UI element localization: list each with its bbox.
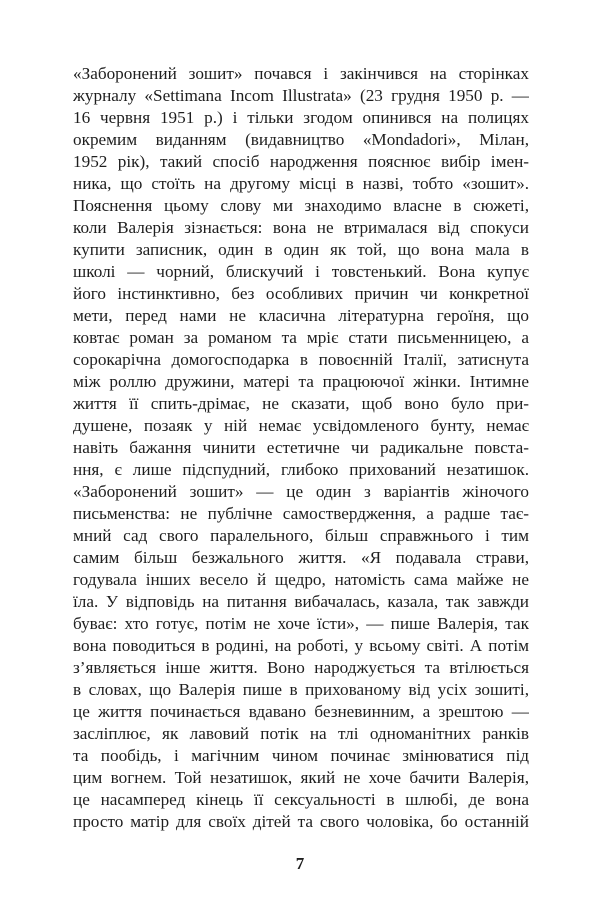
text-line: самим більш безжального життя. «Я подавала страви,	[73, 548, 529, 567]
text-line: письменства: не публічне самоствердження, а радше тає-	[73, 504, 529, 523]
text-line: буває: хто готує, потім не хоче їсти», — пише Валерія, так	[73, 614, 529, 633]
text-line: мети, перед нами не класична літературна героїня, що	[73, 306, 529, 325]
text-line: школі — чорний, блискучий і товстенький. Вона купує	[73, 262, 529, 281]
text-line: просто матір для своїх дітей та свого чоловіка, бо останній	[73, 812, 529, 831]
text-line: це життя починається вдавано безневинним, а зрештою —	[73, 702, 529, 721]
text-line: сорокарічна домогосподарка в повоєнній Італії, затиснута	[73, 350, 529, 369]
text-line: окремим виданням (видавництво «Mondadori», Мілан,	[73, 130, 529, 149]
text-line: мний сад свого паралельного, більш справжнього і тим	[73, 526, 529, 545]
text-line: душене, позаяк у ній немає усвідомленого бунту, немає	[73, 416, 529, 435]
text-line: з’являється інше життя. Воно народжується та втілюється	[73, 658, 529, 677]
text-line: Пояснення цьому слову ми знаходимо власне в сюжеті,	[73, 196, 529, 215]
text-line: їла. У відповідь на питання вибачалась, казала, так завжди	[73, 592, 529, 611]
text-line: це насамперед кінець її сексуальності в шлюбі, де вона	[73, 790, 529, 809]
text-line: цим вогнем. Той незатишок, який не хоче бачити Валерія,	[73, 768, 529, 787]
text-line: «Заборонений зошит» — це один з варіантів жіночого	[73, 482, 529, 501]
text-line: та пообідь, і магічним чином починає змінюватися під	[73, 746, 529, 765]
text-line: годувала інших весело й щедро, натомість сама майже не	[73, 570, 529, 589]
text-line: ника, що стоїть на другому місці в назві, тобто «зошит».	[73, 174, 529, 193]
text-line: в словах, що Валерія пише в прихованому від усіх зошиті,	[73, 680, 529, 699]
text-line: між роллю дружини, матері та працюючої жінки. Інтимне	[73, 372, 529, 391]
body-text	[73, 63, 529, 833]
text-line: навіть бажання чинити естетичне чи радикальне повста-	[73, 438, 529, 457]
text-line: вона поводиться в родині, на роботі, у всьому світі. А потім	[73, 636, 529, 655]
text-line: ння, є лише підспудний, глибоко прихований незатишок.	[73, 460, 529, 479]
text-line: коли Валерія зізнається: вона не втрималася від спокуси	[73, 218, 529, 237]
text-line: журналу «Settimana Incom Illustrata» (23 грудня 1950 р. —	[73, 86, 529, 105]
text-line: 1952 рік), такий спосіб народження пояснює вибір імен-	[73, 152, 529, 171]
text-line: купити записник, один в один як той, що вона мала в	[73, 240, 529, 259]
text-line: «Заборонений зошит» почався і закінчився на сторінках	[73, 64, 529, 83]
text-line: життя її спить-дрімає, не сказати, щоб воно було при-	[73, 394, 529, 413]
text-line: ковтає роман за романом та мріє стати письменницею, а	[73, 328, 529, 347]
text-line: засліплює, як лавовий потік на тлі одноманітних ранків	[73, 724, 529, 743]
text-line: його інстинктивно, без особливих причин чи конкретної	[73, 284, 529, 303]
text-line: 16 червня 1951 р.) і тільки згодом опинився на полицях	[73, 108, 529, 127]
page-number: 7	[295, 854, 305, 873]
